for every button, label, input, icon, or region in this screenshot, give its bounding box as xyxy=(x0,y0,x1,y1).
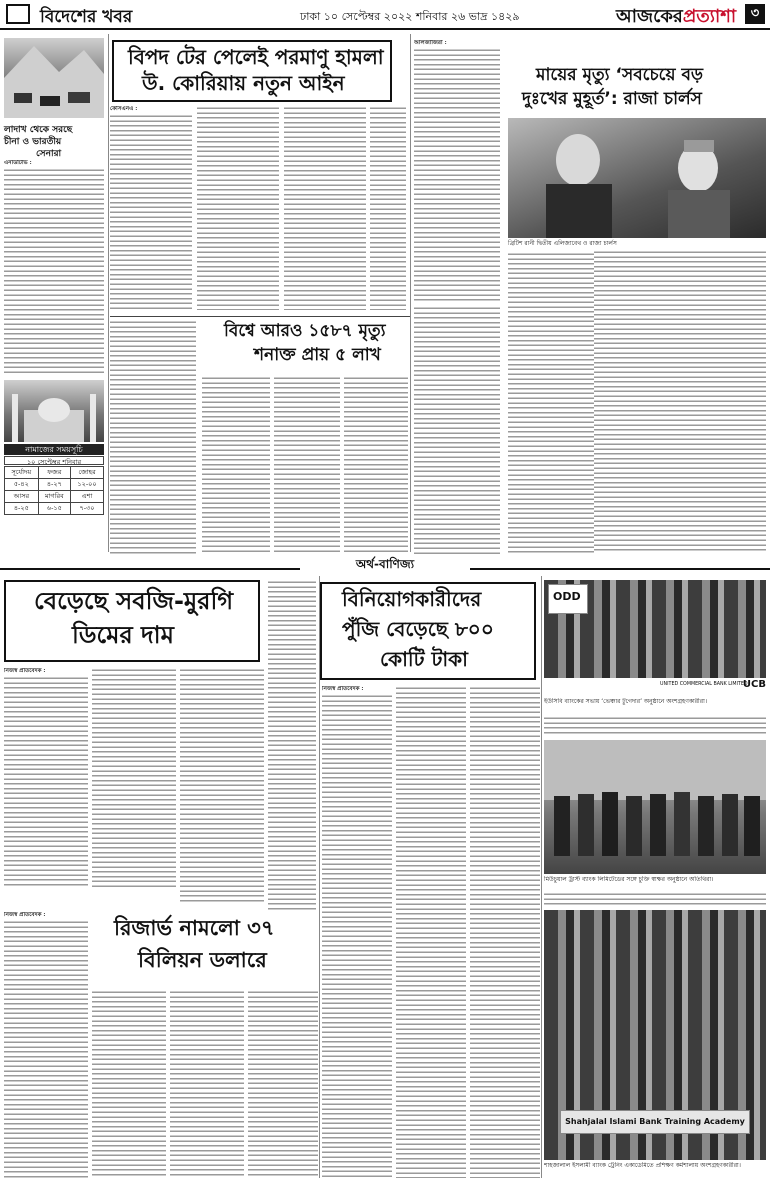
header-rule xyxy=(0,28,770,30)
reserve-body-col-4 xyxy=(248,990,318,1178)
ucb-caption-more xyxy=(544,716,766,734)
mountain-vehicles-image xyxy=(4,38,104,118)
covid-body-col-2 xyxy=(202,376,270,554)
charles-body-col-1 xyxy=(508,252,594,554)
odd-logo xyxy=(548,584,588,614)
prayer-date: ১০ সেপ্টেম্বর শনিবার xyxy=(4,456,104,465)
mosque-photo xyxy=(4,380,104,442)
prayer-cell: মাগরিব xyxy=(38,491,70,503)
ladakh-headline-3: সেনারা xyxy=(36,149,62,159)
reserve-headline-1: রিজার্ভ নামলো ৩৭ xyxy=(114,916,275,940)
mtb-event-photo xyxy=(544,740,766,874)
economy-section-title: অর্থ-বাণিজ্য xyxy=(300,556,470,576)
vegetables-body-col-3 xyxy=(180,668,264,904)
charles-body-col-3 xyxy=(680,250,766,554)
reserve-headline-2: বিলিয়ন ডলারে xyxy=(138,948,267,972)
reserve-byline: নিজস্ব প্রতিবেদক : xyxy=(4,912,46,918)
prayer-cell: আসর xyxy=(5,491,39,503)
prayer-table xyxy=(4,466,104,515)
investors-body-col-2 xyxy=(396,686,466,1178)
covid-headline-1: বিশ্বে আরও ১৫৮৭ মৃত্যু xyxy=(224,321,386,341)
korea-headline-1: বিপদ টের পেলেই পরমাণু হামলা xyxy=(128,45,384,69)
charles-headline-box xyxy=(508,64,766,116)
covid-headline-2: শনাক্ত প্রায় ৫ লাখ xyxy=(254,345,381,365)
charles-headline-2: দুঃখের মুহূর্ত’: রাজা চার্লস xyxy=(522,89,702,109)
investors-headline-2: পুঁজি বেড়েছে ৮০০ xyxy=(342,617,494,641)
column-rule xyxy=(541,576,542,1178)
brand-main: প্রত্যাশা xyxy=(682,6,737,27)
vegetables-headline-box xyxy=(4,580,260,662)
ucb-logo-long: UNITED COMMERCIAL BANK LIMITED xyxy=(660,682,748,687)
covid-body-col-3 xyxy=(274,376,340,554)
odd-logo-text: ODD xyxy=(553,590,581,603)
ladakh-headline-1: লাদাখ থেকে সরছে xyxy=(4,125,73,135)
mtb-caption-more xyxy=(544,892,766,906)
ladakh-body xyxy=(4,168,104,296)
covid-body-col-1 xyxy=(110,320,196,554)
reserve-body-col-3 xyxy=(170,990,244,1178)
korea-body-col-4 xyxy=(370,106,406,310)
group-photo-image xyxy=(544,740,766,874)
korea-body-col-3 xyxy=(284,106,366,310)
ladakh-byline: এনডিটিভি : xyxy=(4,160,32,166)
vegetables-byline: নিজস্ব প্রতিবেদক : xyxy=(4,668,46,674)
charles-photo-caption: ব্রিটিশ রানী দ্বিতীয় এলিজাবেথ ও রাজা চার্লস xyxy=(508,240,617,247)
ladakh-headline-2: চীনা ও ভারতীয় xyxy=(4,137,62,147)
column-rule xyxy=(410,34,411,552)
prayer-cell: ৪-২৫ xyxy=(5,503,39,515)
ucb-photo-caption: ইউসিবি ব্যাংকের সভায় ‘ভেঞ্চার টুগেদার’ অনুষ্ঠানে অংশগ্রহণকারীরা। xyxy=(544,698,707,705)
korea-headline-2: উ. কোরিয়ায় নতুন আইন xyxy=(142,71,345,95)
vegetables-headline-2: ডিমের দাম xyxy=(72,621,174,649)
korea-body-col-1 xyxy=(110,114,192,310)
prayer-cell: জোহর xyxy=(71,467,104,479)
date-line: ঢাকা ১০ সেপ্টেম্বর ২০২২ শনিবার ২৬ ভাদ্র ১৪২৯ xyxy=(300,10,520,23)
investors-body-col-3 xyxy=(470,686,540,1178)
ucb-logo-short: UCB xyxy=(742,679,766,690)
investors-headline-3: কোটি টাকা xyxy=(380,647,468,671)
investors-headline-1: বিনিয়োগকারীদের xyxy=(342,587,482,611)
prayer-cell: ৪-২৭ xyxy=(38,479,70,491)
prayer-cell: ৭-৩০ xyxy=(71,503,104,515)
ladakh-photo xyxy=(4,38,104,118)
shahjalal-banner-text: Shahjalal Islami Bank Training Academy xyxy=(565,1117,745,1126)
investors-headline-box xyxy=(320,582,536,680)
korea-headline-box xyxy=(112,40,392,102)
charles-byline: আলজাজিরা : xyxy=(414,40,447,46)
prayer-row xyxy=(5,503,104,515)
column-rule xyxy=(108,34,109,552)
investors-body-col-1 xyxy=(322,694,392,1178)
investors-byline: নিজস্ব প্রতিবেদক : xyxy=(322,686,364,692)
charles-lead-text xyxy=(414,48,500,302)
korea-byline: কেসিএনএ : xyxy=(110,106,138,112)
reserve-body-col-1 xyxy=(4,920,88,1178)
column-rule xyxy=(319,576,320,1178)
covid-body-col-4 xyxy=(344,376,408,554)
vegetables-body-col-1 xyxy=(4,676,88,888)
ladakh-body-continued xyxy=(4,298,104,374)
reserve-headline-box xyxy=(92,912,318,986)
mosque-icon xyxy=(4,380,104,442)
korea-body-col-2 xyxy=(197,106,279,310)
prayer-row xyxy=(5,491,104,503)
royal-portrait-image xyxy=(508,118,766,238)
vegetables-body-col-2 xyxy=(92,668,176,888)
prayer-box-title: নামাজের সময়সূচি xyxy=(4,444,104,455)
covid-headline-box xyxy=(202,320,408,372)
prayer-cell: ৬-১৫ xyxy=(38,503,70,515)
prayer-row xyxy=(5,467,104,479)
prayer-cell: ফজর xyxy=(38,467,70,479)
prayer-cell: ১২-০০ xyxy=(71,479,104,491)
reserve-body-col-2 xyxy=(92,990,166,1178)
charles-headline-1: মায়ের মৃত্যু ‘সবচেয়ে বড় xyxy=(536,65,704,85)
prayer-cell: সূর্যোদয় xyxy=(5,467,39,479)
vegetables-headline-1: বেড়েছে সবজি-মুরগি xyxy=(34,587,234,615)
charles-body-col-2 xyxy=(594,250,680,554)
prayer-row xyxy=(5,479,104,491)
brand-prefix: আজকের xyxy=(616,6,683,27)
header-ornament xyxy=(6,4,30,24)
section-title: বিদেশের খবর xyxy=(40,7,133,27)
vegetables-body-col-4 xyxy=(268,580,316,910)
ucb-logo xyxy=(660,679,766,696)
shahjalal-banner xyxy=(560,1110,750,1134)
mtb-photo-caption: মিউচুয়াল ট্রাস্ট ব্যাংক লিমিটেডের সঙ্গে চুক্তি স্বাক্ষর অনুষ্ঠানে অতিথিরা। xyxy=(544,876,714,883)
charles-body-col-0b xyxy=(414,306,500,554)
page-number: ৩ xyxy=(745,4,765,24)
shahjalal-photo-caption: শাহজালাল ইসলামী ব্যাংক ট্রেনিং একাডেমিতে প্রশিক্ষণ কর্মশালায় অংশগ্রহণকারীরা। xyxy=(544,1162,741,1169)
covid-top-rule xyxy=(110,316,410,317)
prayer-cell: এশা xyxy=(71,491,104,503)
king-queen-photo xyxy=(508,118,766,238)
prayer-cell: ৫-৪২ xyxy=(5,479,39,491)
